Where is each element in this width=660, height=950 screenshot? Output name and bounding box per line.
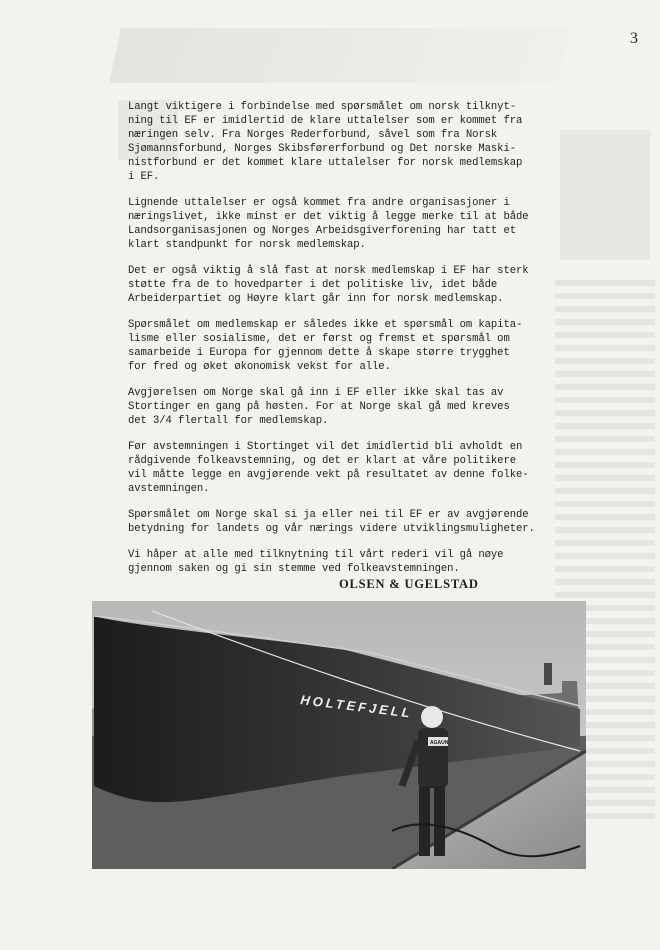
bleed-through-shape	[109, 28, 571, 83]
paragraph: Avgjørelsen om Norge skal gå inn i EF eller ikke skal tas av Stortinger en gang på høsten. For at Norge skal gå med kreves det 3/4 flertall for medlemskap.	[128, 387, 510, 427]
paragraph: Vi håper at alle med tilknytning til vårt rederi vil gå nøye gjennom saken og gi sin stemme ved folkeavstemningen.	[128, 549, 504, 575]
ship-funnel	[544, 663, 552, 685]
paragraph: Det er også viktig å slå fast at norsk medlemskap i EF har sterk støtte fra de to hovedparter i det politiske liv, idet både Arbeiderpartiet og Høyre klart går inn for norsk medlemskap.	[128, 265, 529, 305]
paragraph: Spørsmålet om medlemskap er således ikke et spørsmål om kapita- lisme eller sosialisme, det er først og fremst et spørsmål om samarbeide i Europa for gjennom dette å skape større trygghet for fred og øket økonomisk vekst for alle.	[128, 319, 523, 373]
paragraph: Langt viktigere i forbindelse med spørsmålet om norsk tilknyt- ning til EF er imidlertid de klare uttalelser som er kommet fra næringen selv. Fra Norges Rederforbund, såvel som fra Norsk Sjømannsforbund, Norges Skibsførerforbund og Det norske Maski- nistforbund er det kommet klare uttalelser for norsk medlemskap i EF.	[128, 101, 523, 183]
bleed-through-shape	[560, 130, 650, 260]
helmet-text: AGAUN	[430, 740, 449, 746]
article-text	[128, 100, 548, 588]
ship-name-text: HOLTEFJELL	[299, 692, 414, 721]
paragraph: Spørsmålet om Norge skal si ja eller nei til EF er av avgjørende betydning for landets og vår nærings videre utviklingsmuligheter.	[128, 509, 535, 535]
paragraph: Før avstemningen i Stortinget vil det imidlertid bli avholdt en rådgivende folkeavstemning, og det er klart at våre politikere vil måtte legge en avgjørende vekt på resultatet av denne folke- avstemningen.	[128, 441, 529, 495]
paragraph: Lignende uttalelser er også kommet fra andre organisasjoner i næringslivet, ikke minst er det viktig å legge merke til at både Landsorganisasjonen og Norges Arbeidsgiverforening har tatt et klart standpunkt for norsk medlemskap.	[128, 197, 529, 251]
signature: OLSEN & UGELSTAD	[339, 577, 479, 591]
ship-photo	[92, 601, 586, 869]
page-number: 3	[630, 30, 638, 47]
